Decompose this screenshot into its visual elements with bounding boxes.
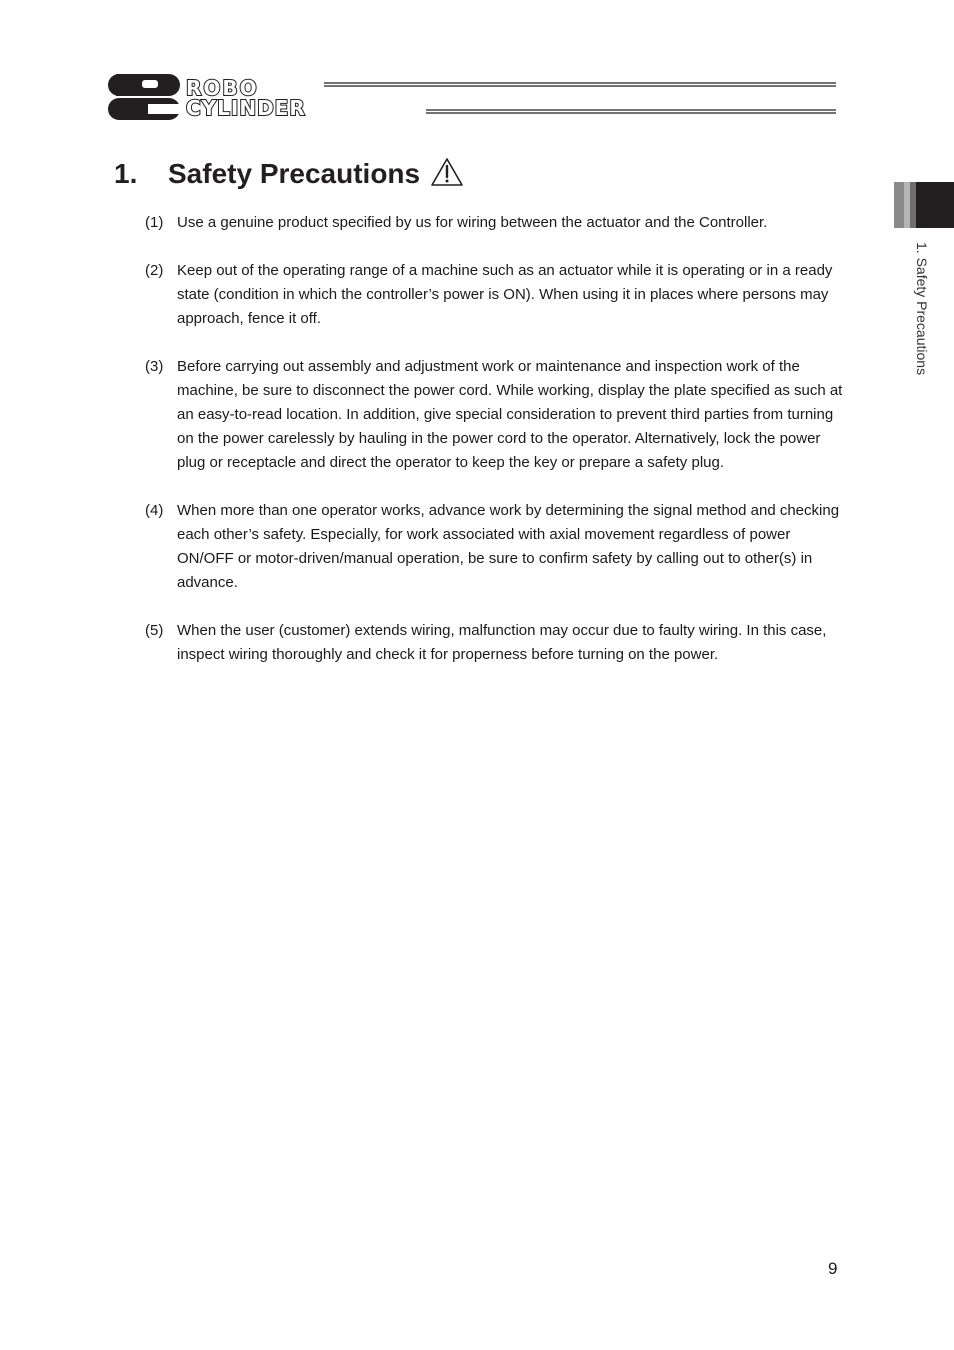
item-number: (2) [145,262,164,279]
robo-cylinder-logo [108,72,848,124]
section-number: 1. [114,158,138,189]
page-title [114,157,464,194]
item-text: When the user (customer) extends wiring, malfunction may occur due to faulty wiring. In this case, inspect wiring thoroughly and check it for properness before turning on the power. [177,622,827,663]
item-text: Before carrying out assembly and adjustment work or maintenance and inspection work of the machine, be sure to disconnect the power cord. While working, display the plate specified as such at an easy-to-read location. In addition, give special consideration to prevent third parties from turning on the power carelessly by hauling in the power cord to the operator. Alternatively, lock the power plug or receptacle and direct the operator to keep the key or prepare a safety plug. [177,358,843,471]
item-text: Use a genuine product specified by us for wiring between the actuator and the Controller. [177,214,768,231]
warning-triangle-icon [430,157,464,194]
item-text: When more than one operator works, advance work by determining the signal method and checking each other’s safety. Especially, for work associated with axial movement regardless of power ON/OFF or motor-driven/manual operation, be sure to confirm safety by calling out to other(s) in advance. [177,502,840,591]
list-item [145,355,845,475]
item-number: (1) [145,214,164,231]
item-number: (3) [145,358,164,375]
section-title: Safety Precautions [168,158,421,189]
logo-word-robo: ROBO [186,76,259,100]
list-item [145,211,845,235]
list-item [145,499,845,595]
item-text: Keep out of the operating range of a machine such as an actuator while it is operating or in a ready state (condition in which the controller’s power is ON). When using it in places where persons may approach, fence it off. [177,262,833,327]
item-number: (5) [145,622,164,639]
page-number: 9 [828,1259,838,1278]
list-item [145,259,845,331]
chapter-tab-marker [894,182,954,228]
precautions-list [145,211,845,691]
chapter-tab-label: 1. Safety Precautions [914,242,930,376]
item-number: (4) [145,502,164,519]
logo-word-cylinder: CYLINDER [186,96,306,120]
list-item [145,619,845,667]
